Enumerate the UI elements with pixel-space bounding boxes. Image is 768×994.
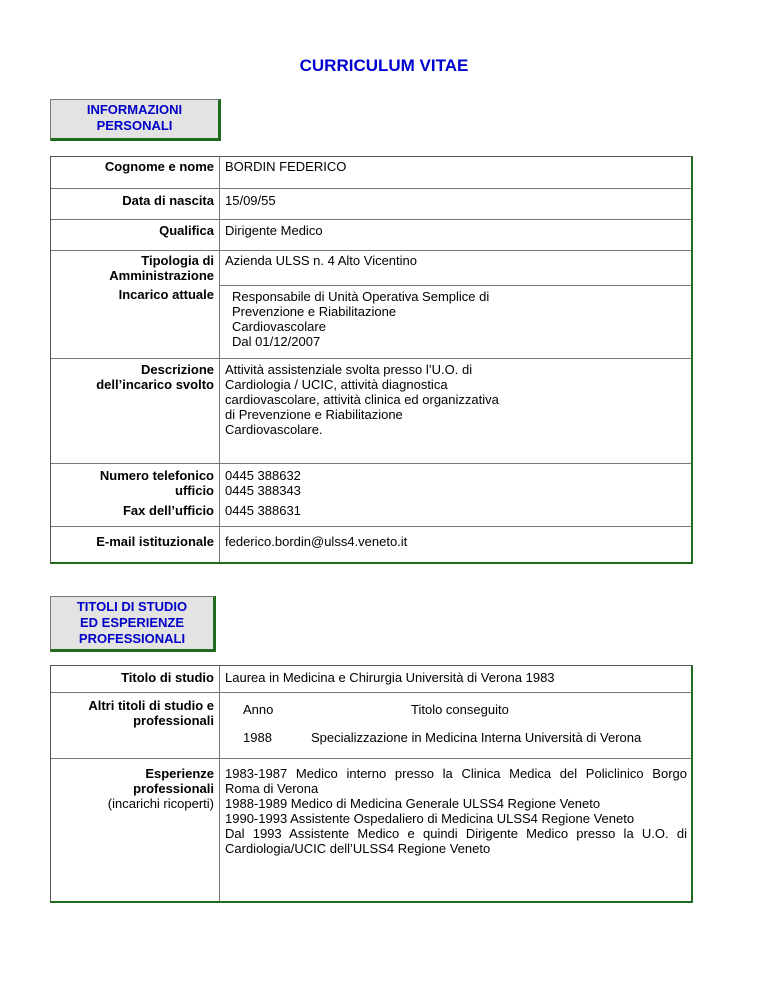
- desc-value-line: Attività assistenziale svolta presso l’U.O. di: [225, 362, 473, 377]
- row-divider: [219, 285, 691, 286]
- admin-label: [51, 253, 214, 283]
- email-value: federico.bordin@ulss4.veneto.it: [225, 534, 408, 549]
- desc-value-line: di Prevenzione e Riabilitazione: [225, 407, 403, 422]
- admin-value: Azienda ULSS n. 4 Alto Vicentino: [225, 253, 417, 268]
- row-divider: [51, 250, 691, 251]
- education-table: [50, 665, 693, 903]
- section-heading-line: PERSONALI: [96, 118, 173, 133]
- desc-value-line: Cardiovascolare.: [225, 422, 323, 437]
- fax-value: 0445 388631: [225, 503, 301, 518]
- name-value: BORDIN FEDERICO: [225, 159, 347, 174]
- desc-label-line: Descrizione: [141, 362, 214, 377]
- row-divider: [51, 358, 691, 359]
- experience-line: 1988-1989 Medico di Medicina Generale ULSS4 Regione Veneto: [225, 796, 601, 811]
- other-year: 1988: [243, 730, 272, 745]
- admin-label-line: Tipologia di: [141, 253, 214, 268]
- post-value-line: Dal 01/12/2007: [232, 334, 321, 349]
- degree-label: Titolo di studio: [121, 670, 214, 685]
- role-value: Dirigente Medico: [225, 223, 323, 238]
- email-label: E-mail istituzionale: [96, 534, 214, 549]
- fax-label: Fax dell’ufficio: [122, 503, 214, 518]
- other-titles-label-line: Altri titoli di studio e: [88, 698, 214, 713]
- desc-value-line: Cardiologia / UCIC, attività diagnostica: [225, 377, 448, 392]
- experience-line: 1983-1987 Medico interno presso la Clinica Medica del Policlinico Borgo: [225, 766, 687, 781]
- phone-number: 0445 388343: [225, 483, 301, 498]
- post-value-line: Cardiovascolare: [232, 319, 326, 334]
- personal-info-table: [50, 156, 693, 564]
- row-divider: [51, 188, 691, 189]
- row-divider: [51, 526, 691, 527]
- row-divider: [51, 219, 691, 220]
- section-heading-line: TITOLI DI STUDIO: [76, 599, 188, 614]
- column-divider: [219, 666, 220, 901]
- section-heading-line: INFORMAZIONI: [86, 102, 183, 117]
- section-heading-line: ED ESPERIENZE: [79, 615, 185, 630]
- section-heading-education: [50, 596, 216, 652]
- desc-label-line: dell’incarico svolto: [96, 377, 214, 392]
- post-value-line: Prevenzione e Riabilitazione: [232, 304, 397, 319]
- degree-value: Laurea in Medicina e Chirurgia Università di Verona 1983: [225, 670, 555, 685]
- column-divider: [219, 157, 220, 562]
- desc-label: [51, 362, 214, 392]
- post-value: [232, 289, 489, 349]
- desc-value: [225, 362, 499, 437]
- post-value-line: Responsabile di Unità Operativa Semplice di: [232, 289, 490, 304]
- role-label: Qualifica: [159, 223, 214, 238]
- birth-value: 15/09/55: [225, 193, 276, 208]
- row-divider: [51, 758, 691, 759]
- phone-label-line: ufficio: [175, 483, 214, 498]
- experience-value: [225, 766, 687, 856]
- post-label: Incarico attuale: [118, 287, 214, 302]
- experience-line: Dal 1993 Assistente Medico e quindi Dirigente Medico presso la U.O. di: [225, 826, 687, 841]
- experience-label-line: Esperienze: [145, 766, 214, 781]
- section-heading-personal: [50, 99, 221, 141]
- section-heading-line: PROFESSIONALI: [78, 631, 186, 646]
- col-title-header: Titolo conseguito: [411, 702, 509, 717]
- experience-line: Cardiologia/UCIC dell’ULSS4 Regione Veneto: [225, 841, 491, 856]
- row-divider: [51, 692, 691, 693]
- birth-label: Data di nascita: [122, 193, 214, 208]
- phone-value: [225, 468, 301, 498]
- other-titles-label-line: professionali: [133, 713, 214, 728]
- phone-label-line: Numero telefonico: [99, 468, 214, 483]
- admin-label-line: Amministrazione: [109, 268, 214, 283]
- other-titles-label: [51, 698, 214, 728]
- col-year-header: Anno: [243, 702, 274, 717]
- other-title: Specializzazione in Medicina Interna Università di Verona: [311, 730, 642, 745]
- row-divider: [51, 463, 691, 464]
- experience-label-line: (incarichi ricoperti): [107, 796, 214, 811]
- desc-value-line: cardiovascolare, attività clinica ed organizzativa: [225, 392, 499, 407]
- page-title: CURRICULUM VITAE: [299, 56, 469, 75]
- experience-label: [51, 766, 214, 811]
- phone-label: [51, 468, 214, 498]
- experience-label-line: professionali: [133, 781, 214, 796]
- experience-line: Roma di Verona: [225, 781, 319, 796]
- phone-number: 0445 388632: [225, 468, 301, 483]
- name-label: Cognome e nome: [104, 159, 214, 174]
- experience-line: 1990-1993 Assistente Ospedaliero di Medicina ULSS4 Regione Veneto: [225, 811, 635, 826]
